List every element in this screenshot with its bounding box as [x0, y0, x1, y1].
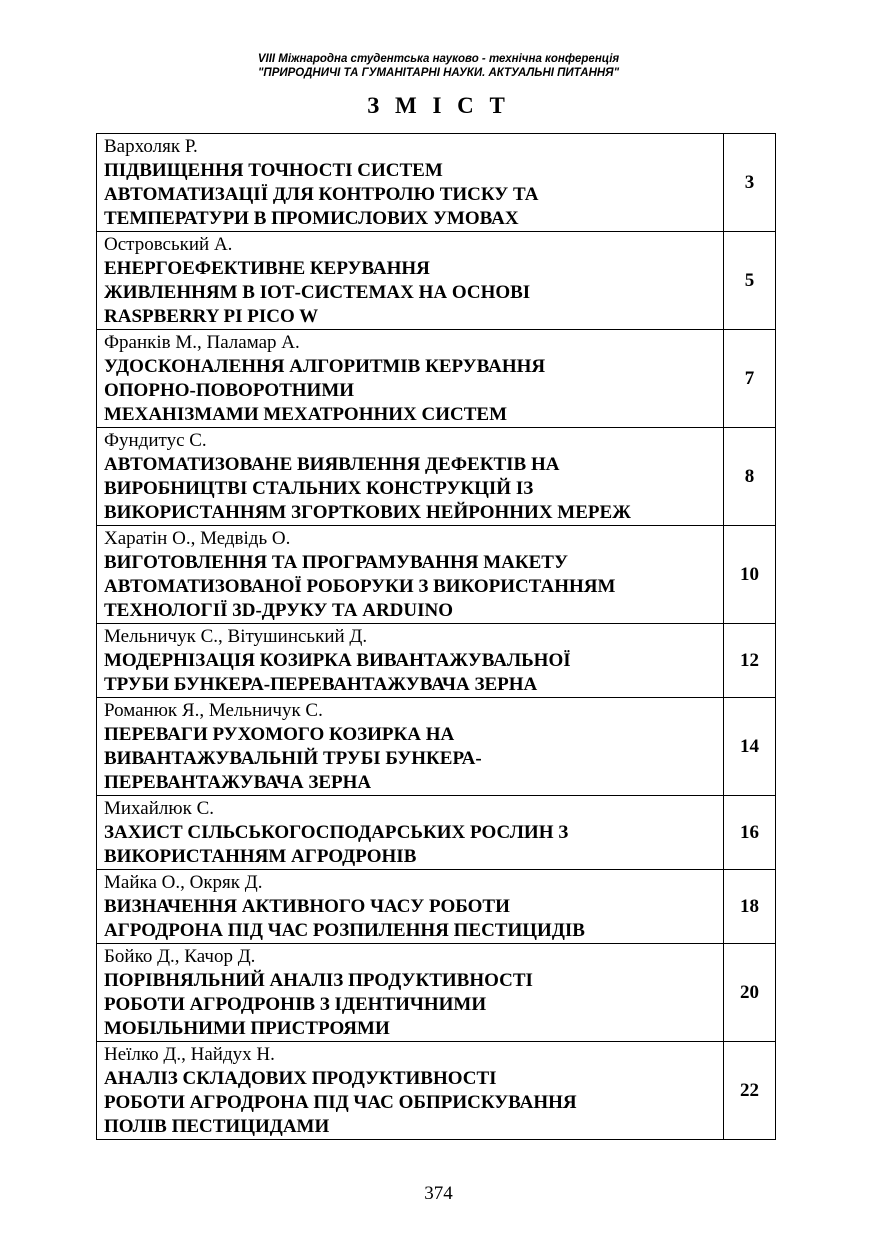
toc-page-ref: 16 — [724, 796, 776, 870]
toc-authors: Михайлюк С. — [104, 798, 214, 819]
toc-authors: Бойко Д., Качор Д. — [104, 946, 256, 967]
toc-row — [97, 428, 776, 526]
toc-paper-title: ВИЗНАЧЕННЯ АКТИВНОГО ЧАСУ РОБОТИ АГРОДРОНА ПІД ЧАС РОЗПИЛЕННЯ ПЕСТИЦИДІВ — [104, 896, 585, 941]
toc-page-ref: 3 — [724, 134, 776, 232]
toc-entry-cell — [97, 134, 724, 232]
toc-row — [97, 944, 776, 1042]
toc-title: З М І С Т — [367, 93, 510, 118]
toc-entry-cell — [97, 1042, 724, 1140]
toc-paper-title: ЗАХИСТ СІЛЬСЬКОГОСПОДАРСЬКИХ РОСЛИН З ВИКОРИСТАННЯМ АГРОДРОНІВ — [104, 822, 569, 867]
toc-page-ref: 10 — [724, 526, 776, 624]
toc-paper-title: ЕНЕРГОЕФЕКТИВНЕ КЕРУВАННЯ ЖИВЛЕННЯМ В ІОТ-СИСТЕМАХ НА ОСНОВІ RASPBERRY PI PICO W — [104, 258, 531, 327]
toc-page-ref: 14 — [724, 698, 776, 796]
toc-page-ref: 5 — [724, 232, 776, 330]
toc-entry-cell — [97, 428, 724, 526]
header-conference-line: VIII Міжнародна студентська науково - технічна конференція — [257, 53, 620, 65]
toc-paper-title: ВИГОТОВЛЕННЯ ТА ПРОГРАМУВАННЯ МАКЕТУ АВТОМАТИЗОВАНОЇ РОБОРУКИ З ВИКОРИСТАННЯМ ТЕХНОЛОГІЇ 3D-ДРУКУ ТА ARDUINO — [104, 552, 616, 621]
toc-page-ref: 22 — [724, 1042, 776, 1140]
toc-entry-cell — [97, 232, 724, 330]
toc-row — [97, 330, 776, 428]
toc-paper-title: МОДЕРНІЗАЦІЯ КОЗИРКА ВИВАНТАЖУВАЛЬНОЇ ТРУБИ БУНКЕРА-ПЕРЕВАНТАЖУВАЧА ЗЕРНА — [104, 650, 571, 695]
toc-authors: Романюк Я., Мельничук С. — [104, 700, 323, 721]
toc-authors: Мельничук С., Вітушинський Д. — [104, 626, 368, 647]
toc-paper-title: ПІДВИЩЕННЯ ТОЧНОСТІ СИСТЕМ АВТОМАТИЗАЦІЇ ДЛЯ КОНТРОЛЮ ТИСКУ ТА ТЕМПЕРАТУРИ В ПРОМИСЛОВИХ УМОВАХ — [104, 160, 539, 229]
toc-table — [96, 133, 776, 1140]
toc-authors: Франків М., Паламар А. — [104, 332, 300, 353]
toc-entry-cell — [97, 624, 724, 698]
toc-paper-title: ПОРІВНЯЛЬНИЙ АНАЛІЗ ПРОДУКТИВНОСТІ РОБОТИ АГРОДРОНІВ З ІДЕНТИЧНИМИ МОБІЛЬНИМИ ПРИСТРОЯМИ — [104, 970, 533, 1039]
toc-row — [97, 796, 776, 870]
toc-entry-cell — [97, 526, 724, 624]
toc-authors: Фундитус С. — [104, 430, 207, 451]
toc-paper-title: АВТОМАТИЗОВАНЕ ВИЯВЛЕННЯ ДЕФЕКТІВ НА ВИРОБНИЦТВІ СТАЛЬНИХ КОНСТРУКЦІЙ ІЗ ВИКОРИСТАННЯМ ЗГОРТКОВИХ НЕЙРОННИХ МЕРЕЖ — [104, 454, 631, 523]
toc-authors: Вархоляк Р. — [104, 136, 198, 157]
toc-paper-title: ПЕРЕВАГИ РУХОМОГО КОЗИРКА НА ВИВАНТАЖУВАЛЬНІЙ ТРУБІ БУНКЕРА- ПЕРЕВАНТАЖУВАЧА ЗЕРНА — [104, 724, 482, 793]
toc-page-ref: 8 — [724, 428, 776, 526]
toc-authors: Неїлко Д., Найдух Н. — [104, 1044, 275, 1065]
toc-paper-title: УДОСКОНАЛЕННЯ АЛГОРИТМІВ КЕРУВАННЯ ОПОРНО-ПОВОРОТНИМИ МЕХАНІЗМАМИ МЕХАТРОННИХ СИСТЕМ — [104, 356, 546, 425]
toc-row — [97, 1042, 776, 1140]
toc-entry-cell — [97, 330, 724, 428]
toc-row — [97, 526, 776, 624]
toc-page-ref: 18 — [724, 870, 776, 944]
page-number: 374 — [424, 1183, 453, 1204]
toc-entry-cell — [97, 796, 724, 870]
toc-authors: Харатін О., Медвідь О. — [104, 528, 291, 549]
toc-entry-cell — [97, 698, 724, 796]
toc-row — [97, 232, 776, 330]
toc-body — [97, 134, 776, 1140]
toc-row — [97, 870, 776, 944]
toc-page-ref: 20 — [724, 944, 776, 1042]
running-header — [0, 52, 877, 80]
toc-page-ref: 7 — [724, 330, 776, 428]
toc-row — [97, 698, 776, 796]
toc-entry-cell — [97, 944, 724, 1042]
toc-page-ref: 12 — [724, 624, 776, 698]
header-topic-line: "ПРИРОДНИЧІ ТА ГУМАНІТАРНІ НАУКИ. АКТУАЛЬНІ ПИТАННЯ" — [257, 67, 620, 79]
toc-row — [97, 134, 776, 232]
toc-authors: Островський А. — [104, 234, 233, 255]
toc-paper-title: АНАЛІЗ СКЛАДОВИХ ПРОДУКТИВНОСТІ РОБОТИ АГРОДРОНА ПІД ЧАС ОБПРИСКУВАННЯ ПОЛІВ ПЕСТИЦИДАМИ — [104, 1068, 577, 1137]
toc-authors: Майка О., Окряк Д. — [104, 872, 263, 893]
toc-row — [97, 624, 776, 698]
toc-entry-cell — [97, 870, 724, 944]
